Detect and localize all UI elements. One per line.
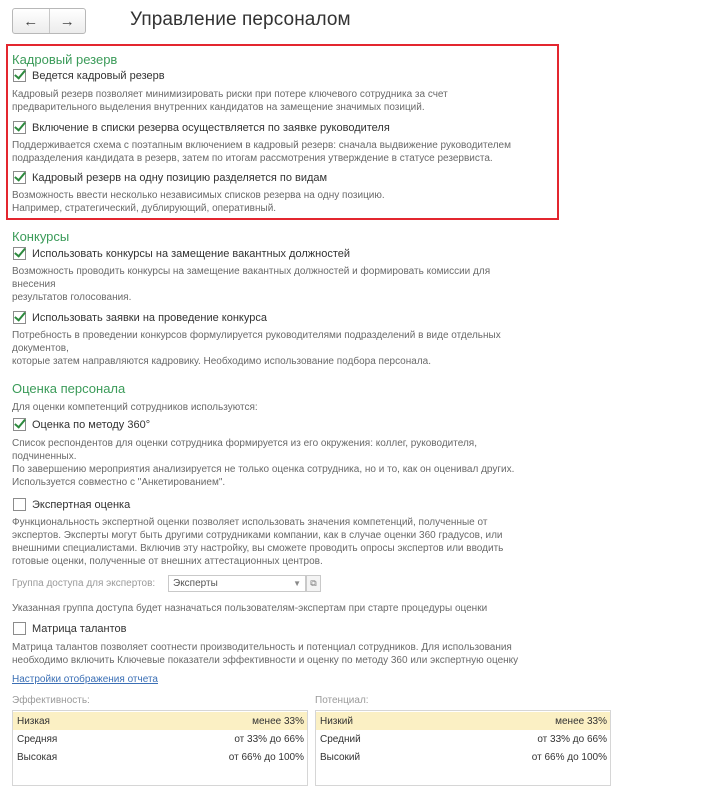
reserve-enabled-checkbox[interactable] [13,69,26,82]
reserve-by-type-checkbox[interactable] [13,171,26,184]
expert-assessment-checkbox-row[interactable] [13,498,130,511]
reserve-by-request-label: Включение в списки резерва осуществляется по заявке руководителя [32,121,390,134]
assessment-intro: Для оценки компетенций сотрудников используются: [12,402,258,413]
efficiency-level-name: Средняя [17,733,58,745]
use-contests-description: Возможность проводить конкурсы на замещение вакантных должностей и формировать комиссии для внесения результатов голосования. [12,266,491,303]
table-row[interactable] [13,712,307,730]
efficiency-table [12,710,308,786]
potential-level-range: от 66% до 100% [531,751,607,763]
table-row[interactable] [13,748,307,766]
navigation-buttons [12,8,86,34]
reserve-by-request-description: Поддерживается схема с поэтапным включением в кадровый резерв: сначала выдвижение руководителем подразделения кандидата в резерв, затем по итогам рассмотрения утверждение в статусе резервиста. [12,140,511,164]
reserve-enabled-checkbox-row[interactable] [13,69,165,82]
top-bar [0,0,709,44]
talent-matrix-checkbox[interactable] [13,622,26,635]
potential-level-name: Средний [320,733,361,745]
table-row[interactable] [316,730,610,748]
potential-level-range: менее 33% [555,715,607,727]
reserve-by-type-description: Возможность ввести несколько независимых списков резерва на одну позицию. Например, стратегический, дублирующий, оперативный. [12,190,385,214]
talent-matrix-label: Матрица талантов [32,622,127,635]
access-group-value: Эксперты [173,578,218,589]
dropdown-arrow-icon[interactable]: ▼ [293,579,301,588]
potential-level-name: Высокий [320,751,361,763]
reserve-by-request-checkbox-row[interactable] [13,121,390,134]
assessment-section-title: Оценка персонала [12,381,126,396]
forward-button[interactable] [49,9,86,33]
use-contests-checkbox[interactable] [13,247,26,260]
reserve-by-request-checkbox[interactable] [13,121,26,134]
arrow-left-icon: ← [23,12,39,30]
talent-matrix-checkbox-row[interactable] [13,622,126,635]
use-contests-checkbox-row[interactable] [13,247,350,260]
reserve-by-type-label: Кадровый резерв на одну позицию разделяется по видам [32,171,328,184]
contest-requests-description: Потребность в проведении конкурсов формулируется руководителями подразделений в виде отдельных документов, которые затем направляются кадровику. Необходимо использование подбора персонала. [12,330,501,367]
table-row[interactable] [13,730,307,748]
arrow-right-icon: → [59,12,75,30]
potential-table [315,710,611,786]
assessment-360-label: Оценка по методу 360° [32,418,151,431]
reserve-enabled-description: Кадровый резерв позволяет минимизировать риски при потере ключевого сотрудника за счет предварительного выделения внутренних кандидатов на замещение значимых позиций. [12,89,448,113]
contests-section-title: Конкурсы [12,229,70,244]
assessment-360-description: Список респондентов для оценки сотрудника формируется из его окружения: коллег, руководителя, подчиненных. По завершению мероприятия анализируется не только оценка сотрудника, но и то, как он оценивал других. Используется совместно с "Анкетированием". [12,438,515,488]
potential-label: Потенциал: [315,695,369,706]
open-access-group-button[interactable] [306,575,321,592]
back-button[interactable] [13,9,49,33]
expert-assessment-label: Экспертная оценка [32,498,131,511]
contest-requests-checkbox[interactable] [13,311,26,324]
report-settings-link[interactable]: Настройки отображения отчета [12,674,158,685]
table-row[interactable] [316,748,610,766]
potential-level-name: Низкий [320,715,353,727]
assessment-360-checkbox[interactable] [13,418,26,431]
expert-assessment-checkbox[interactable] [13,498,26,511]
talent-matrix-description: Матрица талантов позволяет соотнести производительность и потенциал сотрудников. Для использования необходимо включить Ключевые показатели эффективности и оценку по методу 360 или экспертную оценку [12,642,519,666]
reserve-by-type-checkbox-row[interactable] [13,171,327,184]
efficiency-level-range: менее 33% [252,715,304,727]
efficiency-level-range: от 66% до 100% [228,751,304,763]
efficiency-label: Эффективность: [12,695,90,706]
efficiency-level-range: от 33% до 66% [234,733,304,745]
expert-assessment-description: Функциональность экспертной оценки позволяет использовать значения компетенций, полученные от экспертов. Эксперты могут быть другими сотрудниками компании, как в случае оценки 360 градусов, или внешними специалистами. Включив эту настройку, вы сможете проводить опросы экспертов или вводить готовые оценки, полученные от внешних аттестационных центров. [12,517,504,567]
efficiency-level-name: Высокая [17,751,58,763]
page-title: Управление персоналом [130,9,351,30]
open-form-icon: ⧉ [310,578,317,588]
access-group-label: Группа доступа для экспертов: [12,578,156,589]
contest-requests-label: Использовать заявки на проведение конкурса [32,311,267,324]
access-group-select[interactable] [168,575,306,592]
reserve-enabled-label: Ведется кадровый резерв [32,69,165,82]
use-contests-label: Использовать конкурсы на замещение вакантных должностей [32,247,350,260]
contest-requests-checkbox-row[interactable] [13,311,267,324]
potential-level-range: от 33% до 66% [537,733,607,745]
reserve-section-title: Кадровый резерв [12,52,118,67]
assessment-360-checkbox-row[interactable] [13,418,150,431]
access-group-note: Указанная группа доступа будет назначаться пользователям-экспертам при старте процедуры оценки [12,603,488,614]
table-row[interactable] [316,712,610,730]
efficiency-level-name: Низкая [17,715,50,727]
